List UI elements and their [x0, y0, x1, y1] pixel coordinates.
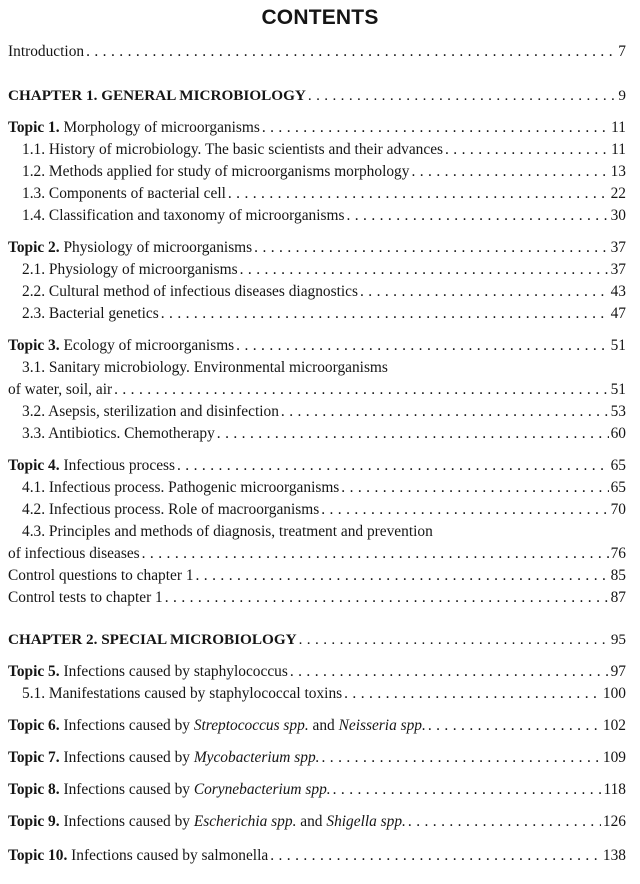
page-number: 47: [610, 305, 626, 322]
toc-topic-5[interactable]: Topic 5. Infections caused by staphylococcus . . . 97: [8, 662, 626, 682]
toc-section-3-2[interactable]: 3.2. Asepsis, sterilization and disinfection . . . 53: [22, 402, 626, 422]
toc-chapter-1[interactable]: CHAPTER 1. GENERAL MICROBIOLOGY . . . 9: [8, 86, 626, 106]
page-number: 65: [610, 457, 626, 474]
toc-topic-2[interactable]: Topic 2. Physiology of microorganisms . . . 37: [8, 238, 626, 258]
page-number: 11: [611, 141, 626, 158]
page-number: 102: [602, 717, 626, 734]
page-number: 87: [610, 589, 626, 606]
page-number: 109: [602, 749, 626, 766]
toc-control-questions-1[interactable]: Control questions to chapter 1 . . . 85: [8, 566, 626, 586]
page-number: 11: [611, 119, 626, 136]
page-number: 97: [610, 663, 626, 680]
toc-section-5-1[interactable]: 5.1. Manifestations caused by staphylococcal toxins . . . 100: [22, 684, 626, 704]
toc-section-2-3[interactable]: 2.3. Bacterial genetics . . . 47: [22, 304, 626, 324]
page-number: 37: [610, 261, 626, 278]
page-number: 22: [610, 185, 626, 202]
toc-section-1-1[interactable]: 1.1. History of microbiology. The basic scientists and their advances . . . 11: [22, 140, 626, 160]
toc-topic-3[interactable]: Topic 3. Ecology of microorganisms . . . 51: [8, 336, 626, 356]
toc-section-3-1[interactable]: of water, soil, air . . . 51: [8, 380, 626, 400]
page-number: 95: [610, 631, 626, 648]
toc-section-1-3[interactable]: 1.3. Components of вacterial cell . . . 22: [22, 184, 626, 204]
toc-entry-introduction[interactable]: Introduction . . . 7: [8, 42, 626, 62]
page-number: 118: [603, 781, 626, 798]
page-number: 30: [610, 207, 626, 224]
page-number: 70: [610, 501, 626, 518]
toc-section-4-3[interactable]: of infectious diseases . . . 76: [8, 544, 626, 564]
toc-topic-9[interactable]: Topic 9. Infections caused by Escherichia spp. and Shigella spp. . . . 126: [8, 812, 626, 832]
toc-section-4-3-line1[interactable]: 4.3. Principles and methods of diagnosis, treatment and prevention: [22, 523, 433, 540]
page-number: 100: [602, 685, 626, 702]
toc-topic-1[interactable]: Topic 1. Morphology of microorganisms . . . 11: [8, 118, 626, 138]
toc-section-2-1[interactable]: 2.1. Physiology of microorganisms . . . 37: [22, 260, 626, 280]
toc-topic-4[interactable]: Topic 4. Infectious process . . . 65: [8, 456, 626, 476]
page-number: 126: [602, 813, 626, 830]
toc-section-3-1-line1[interactable]: 3.1. Sanitary microbiology. Environmental microorganisms: [22, 359, 388, 376]
page-title: CONTENTS: [261, 6, 379, 29]
page-number: 76: [610, 545, 626, 562]
page-number: 9: [618, 87, 626, 104]
toc-control-tests-1[interactable]: Control tests to chapter 1 . . . 87: [8, 588, 626, 608]
page-number: 65: [610, 479, 626, 496]
toc-section-4-1[interactable]: 4.1. Infectious process. Pathogenic microorganisms . . . 65: [22, 478, 626, 498]
toc-topic-10[interactable]: Topic 10. Infections caused by salmonella . . . 138: [8, 846, 626, 866]
toc-topic-6[interactable]: Topic 6. Infections caused by Streptococcus spp. and Neisseria spp. . . . 102: [8, 716, 626, 736]
toc-topic-8[interactable]: Topic 8. Infections caused by Corynebacterium spp. . . . 118: [8, 780, 626, 800]
page-number: 60: [610, 425, 626, 442]
toc-section-3-3[interactable]: 3.3. Antibiotics. Chemotherapy . . . 60: [22, 424, 626, 444]
toc-section-4-2[interactable]: 4.2. Infectious process. Role of macroorganisms . . . 70: [22, 500, 626, 520]
page-number: 7: [618, 43, 626, 60]
toc-section-2-2[interactable]: 2.2. Cultural method of infectious diseases diagnostics . . . 43: [22, 282, 626, 302]
page-number: 53: [610, 403, 626, 420]
toc-chapter-2[interactable]: CHAPTER 2. SPECIAL MICROBIOLOGY . . . 95: [8, 630, 626, 650]
page-number: 43: [610, 283, 626, 300]
page-number: 13: [610, 163, 626, 180]
page-number: 51: [610, 381, 626, 398]
toc-section-1-4[interactable]: 1.4. Classification and taxonomy of microorganisms . . . 30: [22, 206, 626, 226]
page-number: 85: [610, 567, 626, 584]
toc-topic-7[interactable]: Topic 7. Infections caused by Mycobacterium spp. . . . 109: [8, 748, 626, 768]
toc-section-1-2[interactable]: 1.2. Methods applied for study of microorganisms morphology . . . 13: [22, 162, 626, 182]
page-number: 51: [610, 337, 626, 354]
page-number: 138: [602, 847, 626, 864]
page-number: 37: [610, 239, 626, 256]
